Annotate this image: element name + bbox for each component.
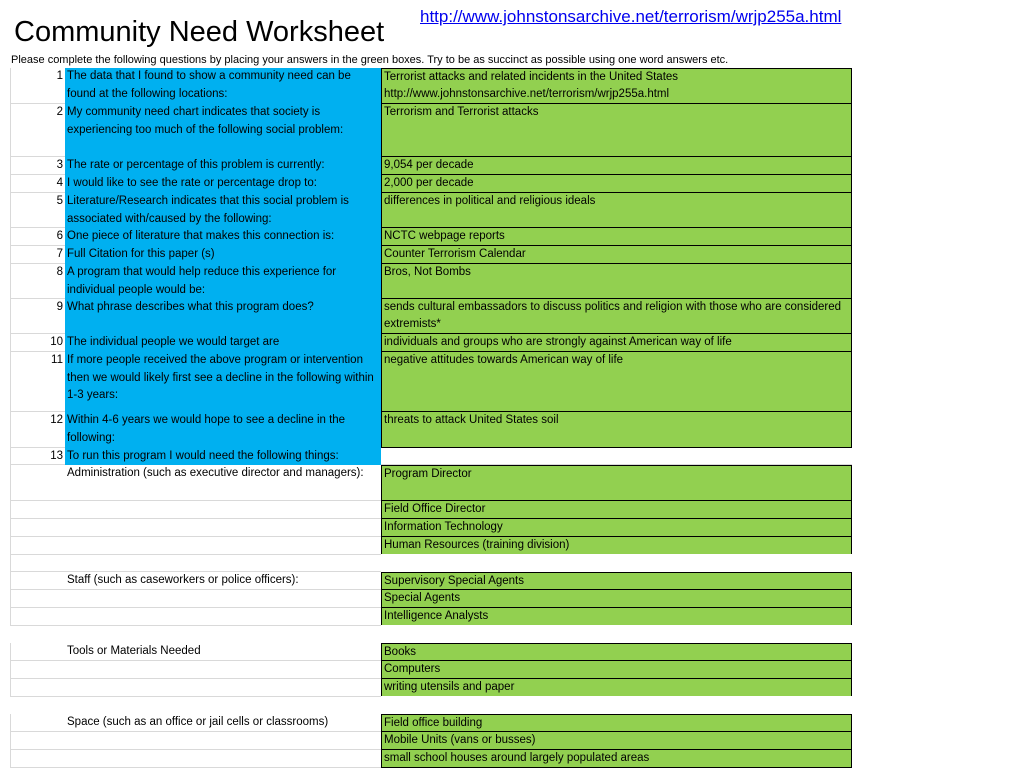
- row-number: 9: [10, 299, 65, 334]
- answer-cell[interactable]: Mobile Units (vans or busses): [381, 731, 852, 750]
- answer-cell[interactable]: 9,054 per decade: [381, 156, 852, 175]
- resource-row: [10, 519, 852, 537]
- question-row-12: [10, 412, 852, 448]
- question-row-2: [10, 104, 852, 157]
- question-row-11: [10, 352, 852, 412]
- question-text: Full Citation for this paper (s): [65, 246, 381, 264]
- question-row-8: [10, 264, 852, 299]
- instructions-text: Please complete the following questions by placing your answers in the green boxes. Try to be as succinct as possible using one word answers etc.: [11, 54, 729, 66]
- row-number: 7: [10, 246, 65, 264]
- row-number: 13: [10, 448, 65, 465]
- question-text: My community need chart indicates that society is experiencing too much of the following social problem:: [65, 104, 381, 157]
- resource-row: [10, 679, 852, 697]
- row-number: 2: [10, 104, 65, 157]
- row-number: 1: [10, 68, 65, 104]
- answer-cell[interactable]: threats to attack United States soil: [381, 411, 852, 448]
- question-text: To run this program I would need the following things:: [65, 448, 381, 465]
- page-title: Community Need Worksheet: [14, 16, 385, 48]
- answer-cell[interactable]: writing utensils and paper: [381, 678, 852, 697]
- resource-row: [10, 465, 852, 501]
- question-row-9: [10, 299, 852, 334]
- resource-label: Space (such as an office or jail cells or classrooms): [65, 714, 381, 732]
- answer-cell[interactable]: Supervisory Special Agents: [381, 572, 852, 590]
- spacer-row: [10, 626, 852, 643]
- resource-row: [10, 572, 852, 590]
- resource-label: Administration (such as executive director and managers):: [65, 465, 381, 501]
- question-row-13: [10, 448, 852, 465]
- answer-cell[interactable]: Books: [381, 643, 852, 661]
- answer-cell[interactable]: Counter Terrorism Calendar: [381, 245, 852, 264]
- resource-row: [10, 537, 852, 555]
- resource-row: [10, 661, 852, 679]
- question-text: The individual people we would target are: [65, 334, 381, 352]
- question-text: If more people received the above program or intervention then we would likely first see a decline in the following within 1-3 years:: [65, 352, 381, 412]
- answer-cell[interactable]: small school houses around largely populated areas: [381, 749, 852, 768]
- answer-cell[interactable]: Information Technology: [381, 518, 852, 537]
- answer-cell-empty: [381, 448, 852, 465]
- row-number: 6: [10, 228, 65, 246]
- question-row-6: [10, 228, 852, 246]
- answer-cell[interactable]: Field office building: [381, 714, 852, 732]
- resource-row: [10, 714, 852, 732]
- question-text: The rate or percentage of this problem is currently:: [65, 157, 381, 175]
- question-text: What phrase describes what this program does?: [65, 299, 381, 334]
- row-number: 4: [10, 175, 65, 193]
- question-text: Within 4-6 years we would hope to see a decline in the following:: [65, 412, 381, 448]
- answer-cell[interactable]: Intelligence Analysts: [381, 607, 852, 626]
- row-number: 8: [10, 264, 65, 299]
- worksheet-grid: [10, 68, 852, 768]
- answer-line: Terrorist attacks and related incidents in the United States http://www.johnstonsarchive.net/terrorism/wrjp255a.html: [384, 71, 679, 101]
- resource-row: [10, 643, 852, 661]
- question-text: I would like to see the rate or percentage drop to:: [65, 175, 381, 193]
- answer-cell[interactable]: differences in political and religious ideals: [381, 192, 852, 228]
- resource-row: [10, 590, 852, 608]
- question-row-5: [10, 193, 852, 228]
- answer-cell[interactable]: Field Office Director: [381, 500, 852, 519]
- row-number: 3: [10, 157, 65, 175]
- resource-row: [10, 501, 852, 519]
- question-row-3: [10, 157, 852, 175]
- question-row-7: [10, 246, 852, 264]
- row-number: 10: [10, 334, 65, 352]
- resource-row: [10, 732, 852, 750]
- answer-cell[interactable]: Human Resources (training division): [381, 536, 852, 555]
- answer-cell[interactable]: individuals and groups who are strongly against American way of life: [381, 333, 852, 352]
- row-number: 12: [10, 412, 65, 448]
- answer-cell[interactable]: NCTC webpage reports: [381, 227, 852, 246]
- question-text: One piece of literature that makes this connection is:: [65, 228, 381, 246]
- answer-cell[interactable]: Special Agents: [381, 589, 852, 608]
- answer-cell[interactable]: Terrorism and Terrorist attacks: [381, 103, 852, 157]
- answer-cell[interactable]: [381, 68, 852, 104]
- question-row-4: [10, 175, 852, 193]
- question-text: Literature/Research indicates that this social problem is associated with/caused by the following:: [65, 193, 381, 228]
- answer-cell[interactable]: Computers: [381, 660, 852, 679]
- resource-label: Tools or Materials Needed: [65, 643, 381, 661]
- answer-cell[interactable]: 2,000 per decade: [381, 174, 852, 193]
- answer-cell[interactable]: Bros, Not Bombs: [381, 263, 852, 299]
- spacer-row: [10, 697, 852, 714]
- source-link[interactable]: http://www.johnstonsarchive.net/terrorism/wrjp255a.html: [420, 7, 842, 26]
- row-number: 5: [10, 193, 65, 228]
- resource-row: [10, 608, 852, 626]
- resource-row: [10, 750, 852, 768]
- resource-label: Staff (such as caseworkers or police officers):: [65, 572, 381, 590]
- answer-cell[interactable]: sends cultural embassadors to discuss politics and religion with those who are considered extremists*: [381, 298, 852, 334]
- row-number: 11: [10, 352, 65, 412]
- spacer-row: [10, 555, 852, 572]
- answer-cell[interactable]: negative attitudes towards American way of life: [381, 351, 852, 412]
- question-row-10: [10, 334, 852, 352]
- question-row-1: [10, 68, 852, 104]
- question-text: A program that would help reduce this experience for individual people would be:: [65, 264, 381, 299]
- answer-cell[interactable]: Program Director: [381, 465, 852, 501]
- question-text: The data that I found to show a community need can be found at the following locations:: [65, 68, 381, 104]
